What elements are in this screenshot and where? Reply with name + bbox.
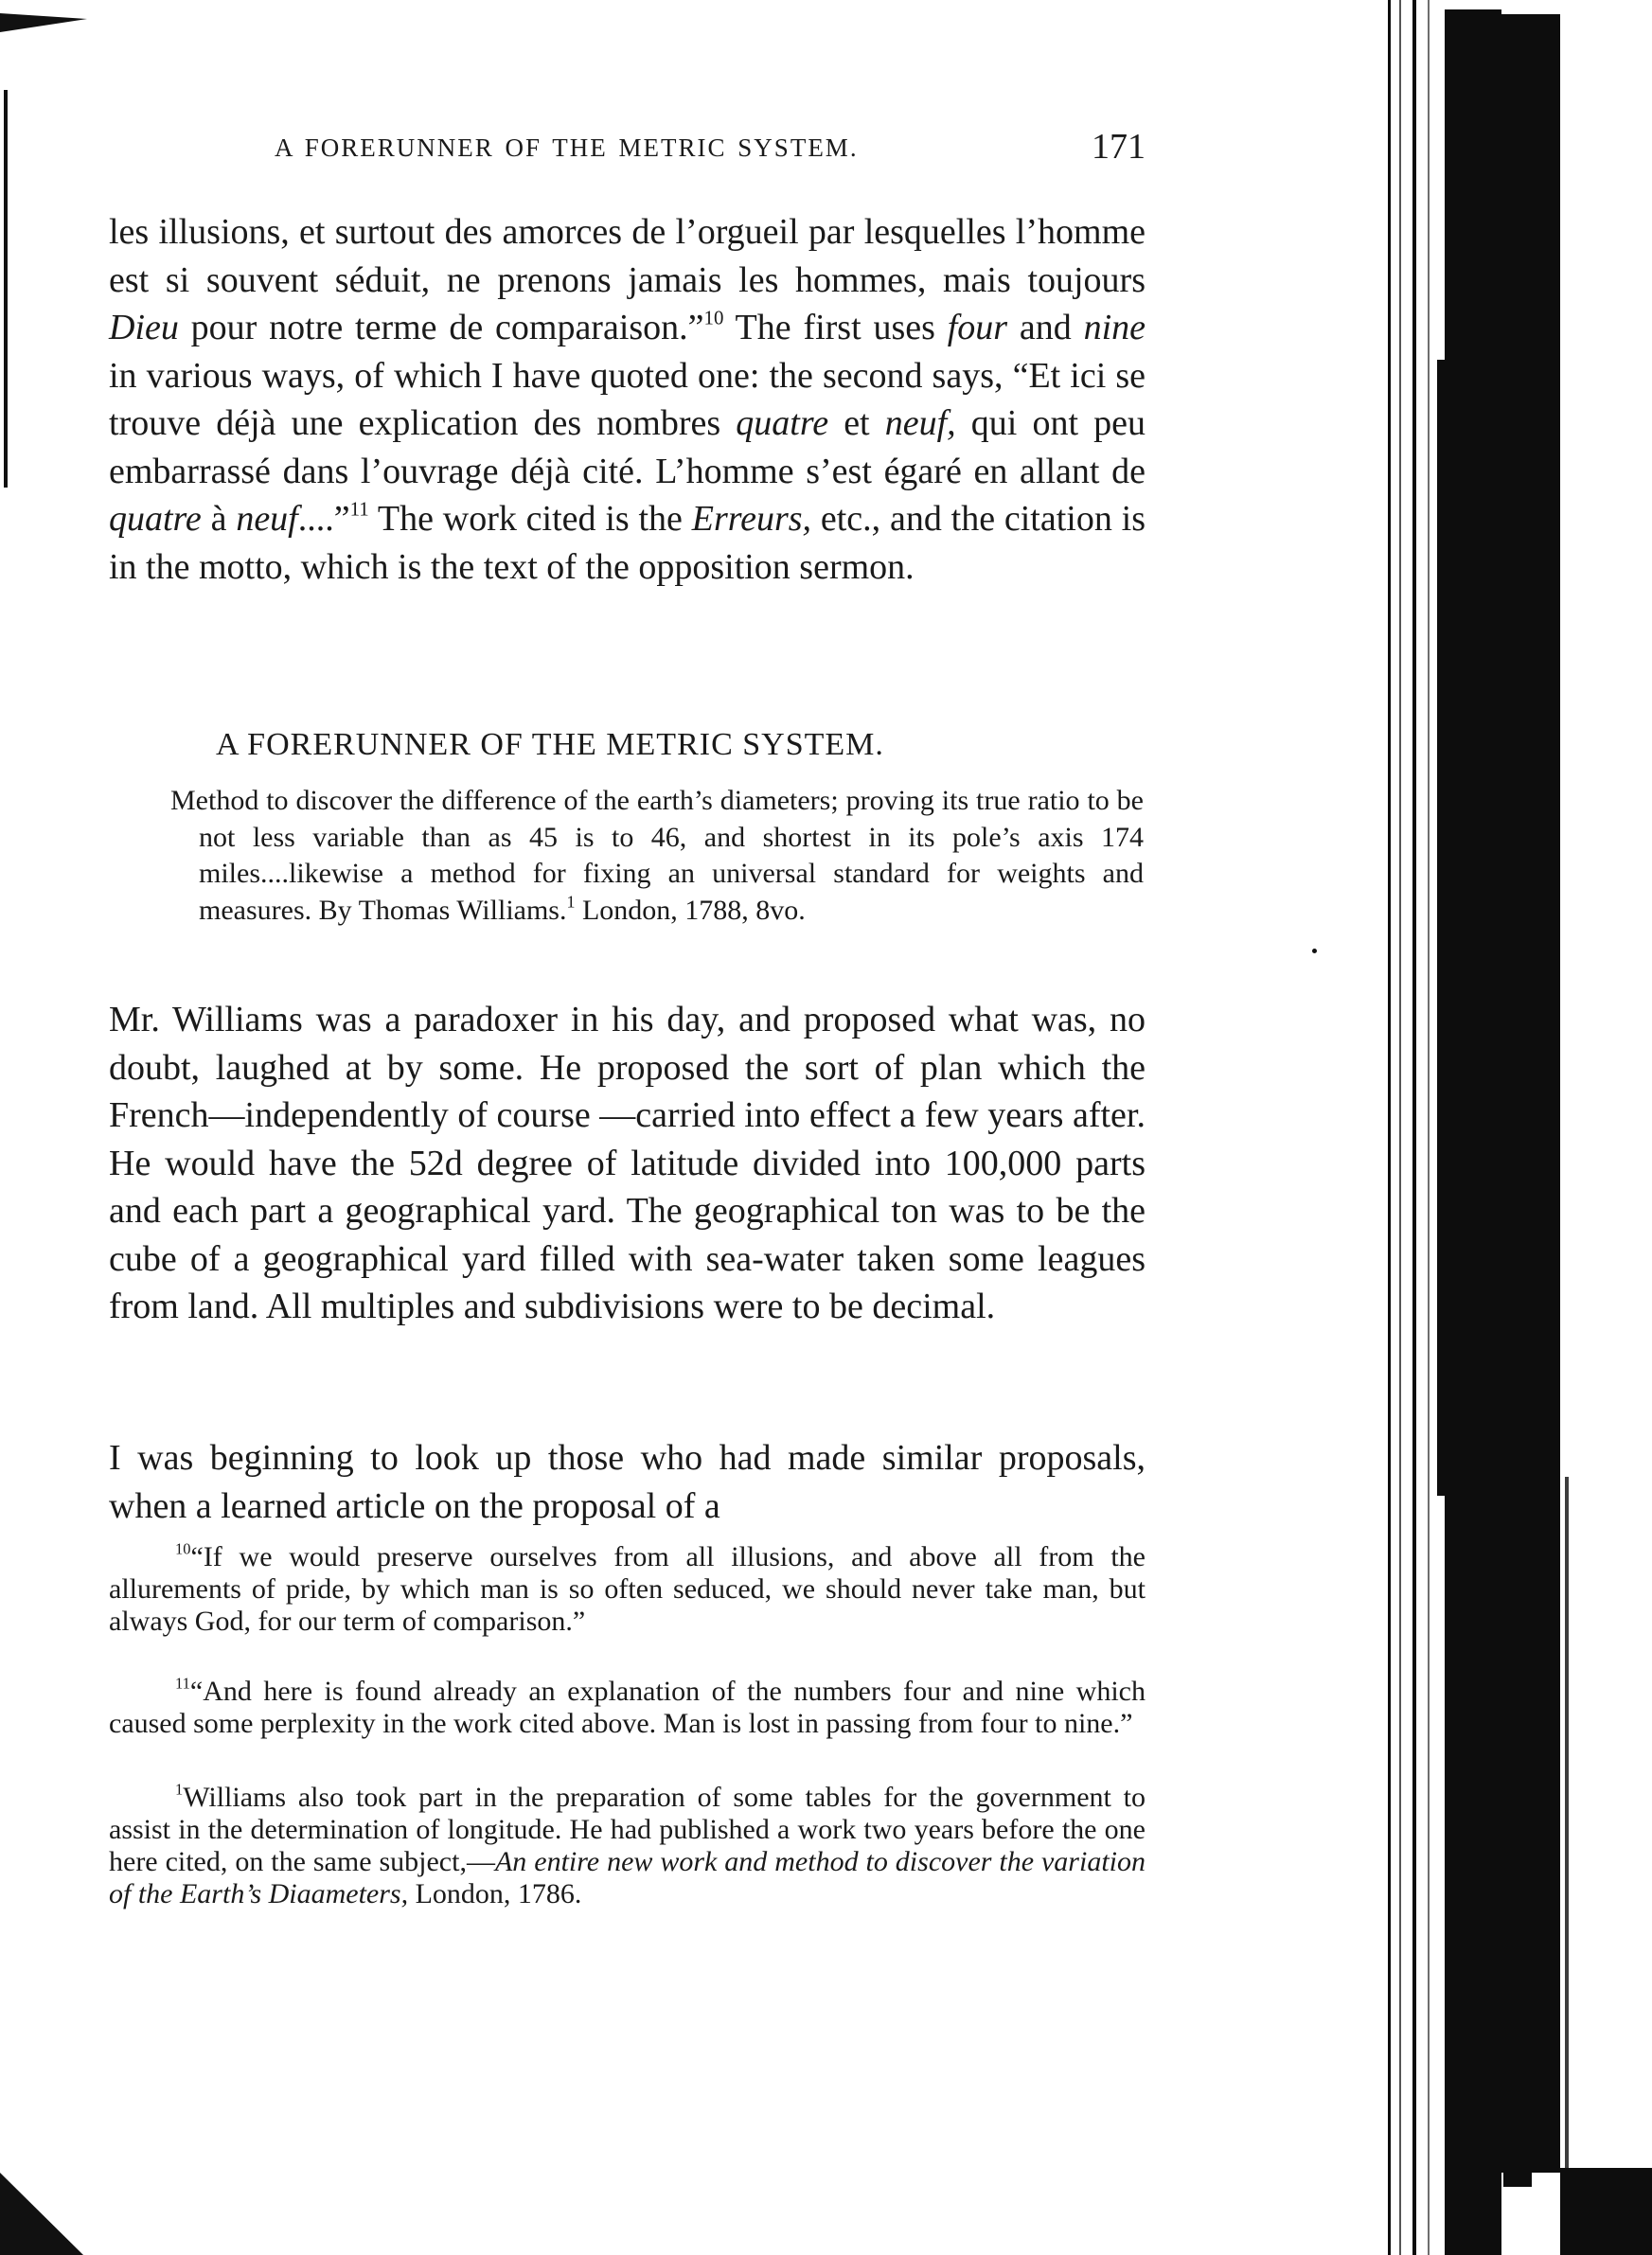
- corner-arrow-icon: [0, 0, 90, 38]
- paragraph-proposals: I was beginning to look up those who had made similar proposals, when a learned article on the proposal of a: [109, 1438, 1146, 1526]
- scan-speck: [1312, 949, 1317, 953]
- footnote-10: $^{10}$“If we would preserve ourselves from all illusions, and above all from the allurements of pride, by which man is so often seduced, we should never take man, but always God, for our term of comparison.”: [109, 1539, 1146, 1637]
- edge-bar: [1388, 0, 1391, 2255]
- page-edge-scan: [1380, 0, 1652, 2255]
- section-title: A FORERUNNER OF THE METRIC SYSTEM.: [216, 727, 884, 762]
- footnote-11: $^{11}$“And here is found already an explanation of the numbers four and nine which caused some perplexity in the work cited above. Man is lost in passing from four to nine.”: [109, 1674, 1146, 1739]
- edge-bar: [1579, 2206, 1652, 2255]
- footnote-ref-11: 11: [349, 497, 369, 521]
- edge-bar: [1503, 1865, 1532, 2187]
- edge-bar: [1399, 0, 1401, 2255]
- corner-wedge-icon: [0, 2173, 85, 2255]
- edge-bar: [1522, 28, 1560, 85]
- paragraph-williams: Mr. Williams was a paradoxer in his day, and proposed what was, no doubt, laughed at by some. He proposed the sort of plan which the French—independently of course —carried into effect a few years after. He would have the 52d degree of latitude divided into 100,000 parts and each part a geographical yard. The geographical ton was to be the cube of a geographical yard filled with sea-water taken some leagues from land. All multiples and subdivisions were to be decimal.: [109, 1000, 1146, 1326]
- bibliographic-entry: Method to discover the difference of the earth’s diameters; proving its true ratio to be not less variable than as 45 is to 46, and shortest in its pole’s axis 174 miles....likewise a method for fixing an universal standard for weights and measures. By Thomas Williams.$^1$ London, 1788, 8vo.: [170, 785, 1144, 926]
- footnote-ref-10: 10: [703, 306, 724, 329]
- footnote-1: $^1$Williams also took part in the preparation of some tables for the government to assist in the determination of longitude. He had published a work two years before the one here cited, on the same subject,—An entire new work and method to discover the variation of the Earth’s Diaameters, London, 1786.: [109, 1780, 1146, 1909]
- running-head: [275, 126, 1146, 173]
- edge-bar: [1428, 0, 1430, 2255]
- edge-bar: [1412, 0, 1416, 2255]
- running-title: A FORERUNNER OF THE METRIC SYSTEM.: [275, 133, 859, 162]
- edge-bar: [1445, 9, 1501, 2255]
- footnote-ref-1: 1: [566, 891, 576, 911]
- paragraph-continued: les illusions, et surtout des amorces de l’orgueil par lesquelles l’homme est si souvent séduit, ne prenons jamais les hommes, mais toujours Dieu pour notre terme de comparaison.”$^{10}$ The first uses four and nine in various ways, of which I have quoted one: the second says, “Et ici se trouve déjà une explication des nombres quatre et neuf, qui ont peu embarrassé dans l’ouvrage déjà cité. L’homme s’est égaré en allant de quatre à neuf....”$^{11}$ The work cited is the Erreurs, etc., and the citation is in the motto, which is the text of the opposition sermon.: [109, 212, 1146, 587]
- edge-bar: [1565, 1477, 1569, 2234]
- margin-rule: [4, 90, 8, 488]
- page-number: 171: [1092, 127, 1146, 167]
- edge-bar: [1532, 85, 1560, 1477]
- edge-bar: [1494, 1515, 1541, 1780]
